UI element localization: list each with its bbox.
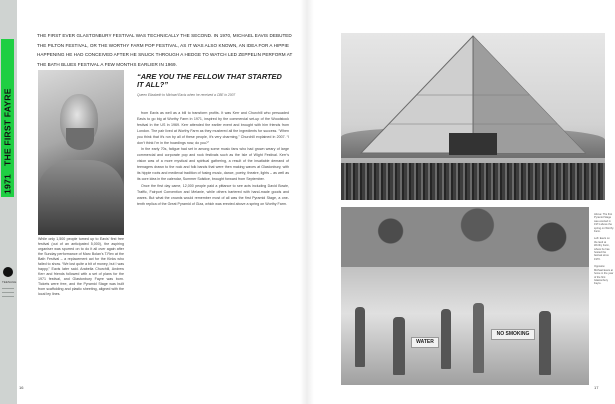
caption: Opposite: Michael Eavis at home in the year of the first Glastonbury Fayre. — [594, 265, 614, 286]
portrait-beard — [66, 128, 94, 150]
photo-captions — [594, 213, 614, 290]
photo-crowd — [341, 163, 605, 200]
portrait-body — [38, 160, 124, 235]
body-column-1: While only 1,500 people turned up to Eavis’ first free festival (out of an anticipated 5,000), the aspiring organiser was spurred on to do it all over again after the Sunday performance of Marc Bolan’s T.Rex at the Bath Festival – a replacement act for the Kinks who failed to show. “We lost quite a bit of money, but I was happy,” Eavis later said. Arabella Churchill, Andrew Kerr and friends followed with a set of plans for the 1971 festival, and Glastonbury Fayre was born. Tickets were free, and the Pyramid Stage was built from scaffolding and plastic sheeting, aligned with the local ley lines. — [38, 237, 124, 296]
pull-quote: “ARE YOU THE FELLOW THAT STARTED IT ALL?” — [137, 72, 282, 90]
pull-quote-credit: Queen Elizabeth to Michael Eavis when he received a CBE in 2007 — [137, 93, 236, 97]
photo-figure — [441, 309, 451, 369]
page-number-left: 16 — [19, 385, 24, 390]
photo-figure — [355, 307, 365, 367]
sidebar-rule — [2, 292, 14, 293]
no-smoking-sign: NO SMOKING — [491, 329, 535, 340]
body-paragraph: Once the first day came, 12,000 people paid a pittance to see acts including David Bowie, Traffic, Fairport Convention and Melanie, while others bartered with hand-made goods and wares. But what the crowds would remember most of all was the first Pyramid Stage, a one-tenth replica of the Great Pyramid of Giza, which was erected above a spring on Worthy Farm. — [137, 183, 289, 206]
left-page — [0, 0, 300, 404]
sidebar-rule — [2, 288, 14, 289]
photo-figure — [539, 311, 551, 375]
caption: Left: Eavis on the land at Worthy Farm, where he has hosted the festival since 1970. — [594, 237, 610, 261]
intro-paragraph: THE FIRST EVER GLASTONBURY FESTIVAL WAS TECHNICALLY THE SECOND. IN 1970, MICHAEL EAVIS DEBUTED THE PILTON FESTIVAL, OR THE WORTHY FARM POP FESTIVAL, AS IT WAS ALSO KNOWN, AN IDEA FOR A HIPPIE HAPPENING HE HAD CONCEIVED AFTER HE SNUCK THROUGH A HEDGE TO WATCH LED ZEPPELIN PERFORM AT THE BATH BLUES FESTIVAL A FEW MONTHS EARLIER IN 1969. — [37, 33, 293, 67]
water-sign: WATER — [411, 337, 439, 348]
photo-figure — [393, 317, 405, 375]
section-heading — [1, 44, 14, 194]
spine-gutter — [300, 0, 314, 404]
badge-label: TEENAGE — [2, 280, 17, 284]
photo-foliage — [341, 207, 589, 267]
body-paragraph: In the early 70s, fatigue had set in among some music fans who had grown weary of large commercial and corporate pop and rock festivals such as the Isle of Wight Festival. Kerr’s vision was of a more mystical and spiritual gathering, a result of the insatiable demand of teenagers drawn to the rock and folk bands that were then making waves at Glastonbury, with its hippie roots and medieval tradition of fusing music, dance, poetry, theatre, lights – as well as its core idea in the calendar, Summer Solstice, brought forward from September. — [137, 147, 289, 181]
section-year: 1971 — [2, 174, 13, 194]
body-column-2 — [137, 111, 289, 209]
pyramid-stage-photo — [341, 33, 605, 200]
caption: Above: The first Pyramid Stage was erected in 1971 above the spring on Worthy Farm. — [594, 213, 614, 234]
sidebar-rule — [2, 296, 14, 297]
timeline-badge-icon — [3, 267, 13, 277]
body-paragraph: from Eavis as well as a bill to transform profits. It was Kerr and Churchill who persuaded Eavis to go big at Worthy Farm in 1971, inspired by the commercial set-up of the Woodstock festival in the US in 1969. Kerr attended the earlier event and brought with him friends from London. The pair lived at Worthy Farm as they mustered all the ingredients for success. “When you think that it’s run by all of these people, it’s very charming,” Churchill explained in 2007. “I don’t think I’m in the hoardings now, do you?” — [137, 111, 289, 145]
photo-figure — [473, 303, 484, 373]
page-number-right: 17 — [594, 385, 599, 390]
section-title: THE FIRST FAYRE — [2, 88, 13, 167]
festival-crowd-photo — [341, 207, 589, 385]
portrait-photo — [38, 70, 124, 235]
